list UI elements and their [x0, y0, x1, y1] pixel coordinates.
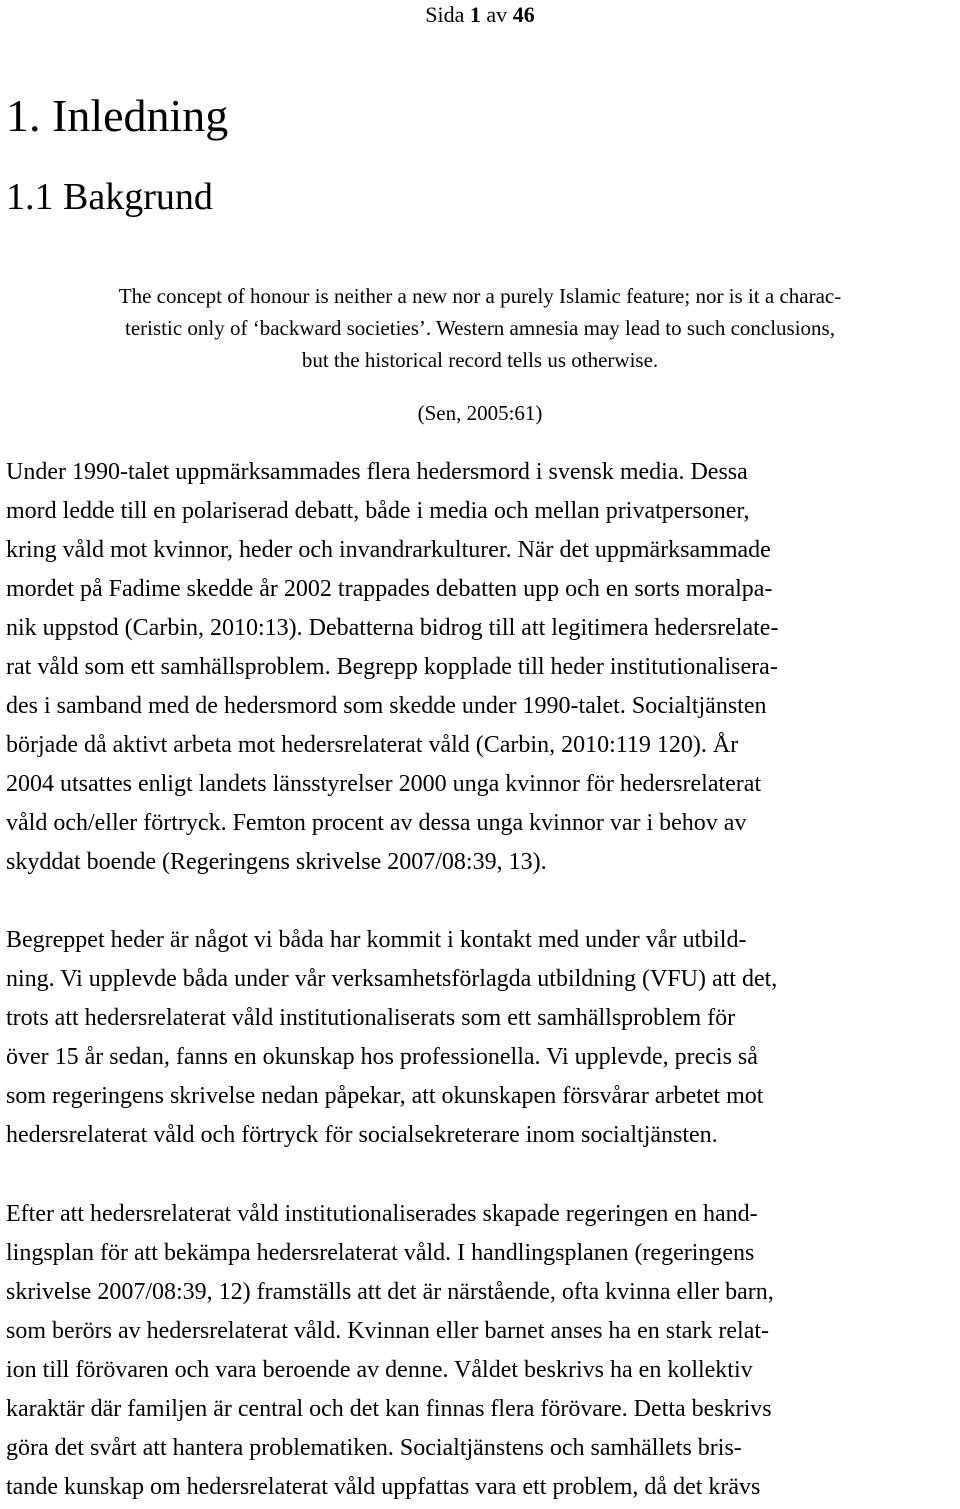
paragraph-line: över 15 år sedan, fanns en okunskap hos professionella. Vi upplevde, precis så [6, 1044, 758, 1070]
quote-line: The concept of honour is neither a new nor a purely Islamic feature; nor is it a charac- [118, 284, 842, 308]
page-number [0, 2, 960, 28]
chapter-heading: 1. Inledning [6, 90, 229, 141]
paragraph-1 [6, 453, 956, 882]
paragraph-line: mord ledde till en polariserad debatt, både i media och mellan privatpersoner, [6, 498, 750, 524]
paragraph-3 [6, 1195, 956, 1507]
paragraph-line: 2004 utsattes enligt landets länsstyrelser 2000 unga kvinnor för hedersrelaterat [6, 771, 762, 797]
page-number-prefix: Sida [425, 2, 465, 27]
quote-citation: (Sen, 2005:61) [417, 401, 543, 425]
paragraph-line: började då aktivt arbeta mot hedersrelaterat våld (Carbin, 2010:119 120). År [6, 732, 739, 758]
page-number-separator: av [486, 2, 508, 27]
paragraph-line: ion till förövaren och vara beroende av denne. Våldet beskrivs ha en kollektiv [6, 1357, 753, 1383]
paragraph-line: des i samband med de hedersmord som skedde under 1990-talet. Socialtjänsten [6, 693, 767, 719]
paragraph-line: rat våld som ett samhällsproblem. Begrepp kopplade till heder institutionalisera- [6, 654, 778, 680]
paragraph-line: våld och/eller förtryck. Femton procent av dessa unga kvinnor var i behov av [6, 810, 747, 836]
block-quote [0, 280, 960, 429]
paragraph-line: ning. Vi upplevde båda under vår verksamhetsförlagda utbildning (VFU) att det, [6, 966, 778, 992]
paragraph-line: Efter att hedersrelaterat våld institutionaliserades skapade regeringen en hand- [6, 1201, 758, 1227]
page-number-current: 1 [469, 2, 481, 27]
paragraph-line: som berörs av hedersrelaterat våld. Kvinnan eller barnet anses ha en stark relat- [6, 1318, 770, 1344]
paragraph-line: tande kunskap om hedersrelaterat våld uppfattas vara ett problem, då det krävs [6, 1474, 761, 1500]
paragraph-line: kring våld mot kvinnor, heder och invandrarkulturer. När det uppmärksammade [6, 537, 771, 563]
paragraph-line: skrivelse 2007/08:39, 12) framställs att det är närstående, ofta kvinna eller barn, [6, 1279, 774, 1305]
paragraph-line: göra det svårt att hantera problematiken. Socialtjänstens och samhällets bris- [6, 1435, 742, 1461]
paragraph-line: hedersrelaterat våld och förtryck för socialsekreterare inom socialtjänsten. [6, 1122, 718, 1148]
paragraph-line: skyddat boende (Regeringens skrivelse 2007/08:39, 13). [6, 849, 547, 875]
paragraph-line: Under 1990-talet uppmärksammades flera hedersmord i svensk media. Dessa [6, 459, 748, 485]
section-heading: 1.1 Bakgrund [6, 176, 213, 218]
paragraph-line: trots att hedersrelaterat våld institutionaliserats som ett samhällsproblem för [6, 1005, 736, 1031]
paragraph-line: nik uppstod (Carbin, 2010:13). Debatterna bidrog till att legitimera hedersrelate- [6, 615, 779, 641]
page-number-total: 46 [512, 2, 535, 27]
paragraph-line: som regeringens skrivelse nedan påpekar, att okunskapen försvårar arbetet mot [6, 1083, 764, 1109]
quote-line: teristic only of ‘backward societies’. Western amnesia may lead to such conclusions, [125, 316, 835, 340]
paragraph-2 [6, 921, 956, 1155]
paragraph-line: Begreppet heder är något vi båda har kommit i kontakt med under vår utbild- [6, 927, 747, 953]
paragraph-line: mordet på Fadime skedde år 2002 trappades debatten upp och en sorts moralpa- [6, 576, 773, 602]
paragraph-line: lingsplan för att bekämpa hedersrelaterat våld. I handlingsplanen (regeringens [6, 1240, 755, 1266]
paragraph-line: karaktär där familjen är central och det kan finnas flera förövare. Detta beskrivs [6, 1396, 772, 1422]
quote-line: but the historical record tells us otherwise. [301, 348, 659, 372]
